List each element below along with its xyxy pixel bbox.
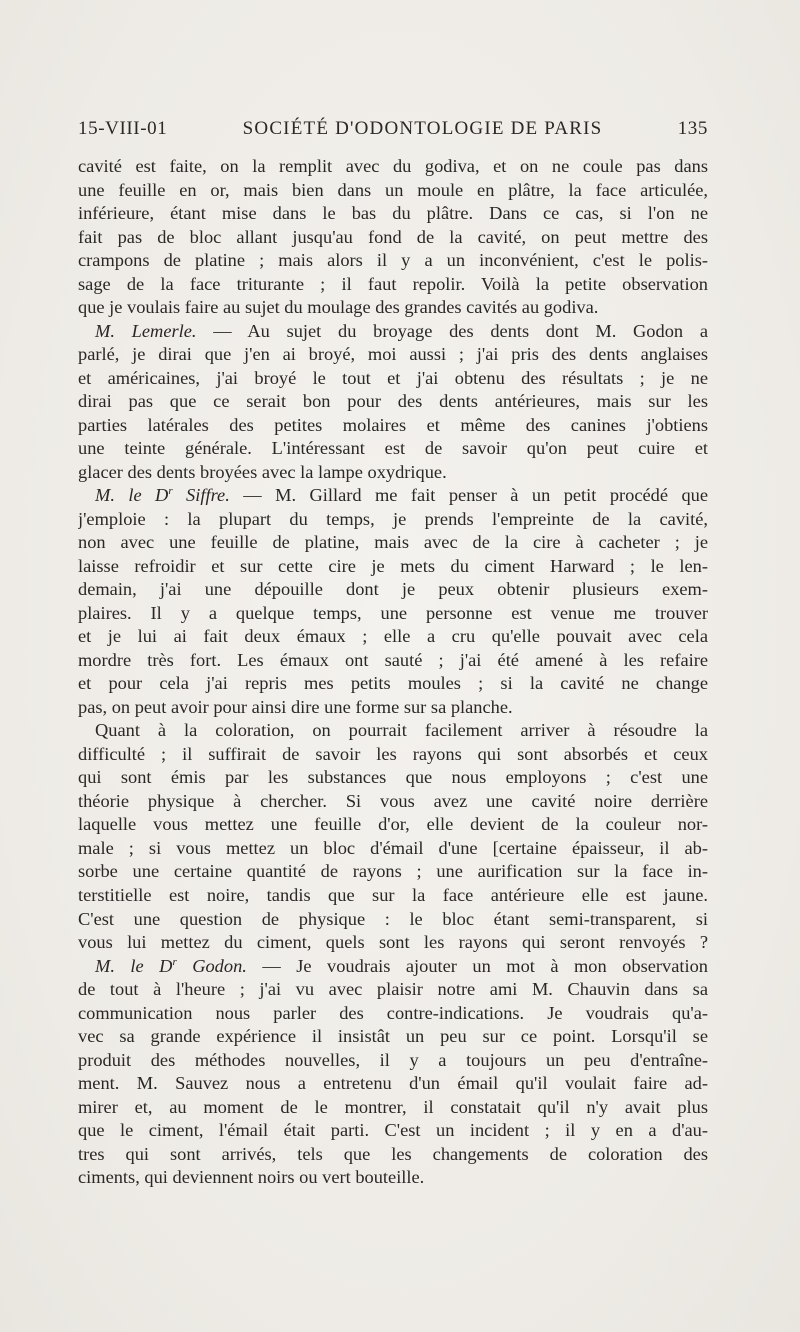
- line-text: de tout à l'heure ; j'ai vu avec plaisir notre ami M. Chauvin dans sa: [78, 979, 708, 1000]
- text-line: [78, 343, 708, 367]
- text-line: [78, 179, 708, 203]
- text-line: [78, 390, 708, 414]
- speaker-name: [95, 321, 197, 341]
- line-text: que je voulais faire au sujet du moulage des grandes cavités au godiva.: [78, 297, 599, 318]
- speaker-surname: Godon.: [176, 955, 247, 976]
- title-superscript: r: [168, 485, 173, 498]
- line-text: C'est une question de physique : le bloc étant semi-transparent, si: [78, 908, 708, 929]
- text-line: [78, 743, 708, 767]
- line-text: vec sa grande expérience il insistât un peu sur ce point. Lorsqu'il se: [78, 1026, 708, 1047]
- page-number: 135: [677, 118, 708, 139]
- line-text: difficulté ; il suffirait de savoir les rayons qui sont absorbés et ceux: [78, 743, 708, 764]
- line-text: produit des méthodes nouvelles, il y a toujours un peu d'entraîne-: [78, 1049, 708, 1070]
- text-line: [78, 1143, 708, 1167]
- line-text: et pour cela j'ai repris mes petits moules ; si la cavité ne change: [78, 673, 708, 694]
- text-line: [78, 202, 708, 226]
- line-text: parties latérales des petites molaires et même des canines j'obtiens: [78, 414, 708, 435]
- text-line: [78, 437, 708, 461]
- line-text: j'emploie : la plupart du temps, je prends l'empreinte de la cavité,: [78, 508, 708, 529]
- line-text: terstitielle est noire, tandis que sur la face antérieure elle est jaune.: [78, 884, 708, 905]
- text-line: [78, 672, 708, 696]
- text-line: [78, 367, 708, 391]
- line-text: mirer et, au moment de le montrer, il constatait qu'il n'y avait plus: [78, 1096, 708, 1117]
- line-text: fait pas de bloc allant jusqu'au fond de la cavité, on peut mettre des: [78, 226, 708, 247]
- line-text: que le ciment, l'émail était parti. C'est un incident ; il y en a d'au-: [78, 1120, 708, 1141]
- text-line: [78, 1096, 708, 1120]
- line-text: glacer des dents broyées avec la lampe oxydrique.: [78, 461, 447, 482]
- text-line: [78, 955, 708, 979]
- text-line: [78, 414, 708, 438]
- line-text: inférieure, étant mise dans le bas du plâtre. Dans ce cas, si l'on ne: [78, 203, 708, 224]
- line-text: cavité est faite, on la remplit avec du godiva, et on ne coule pas dans: [78, 156, 708, 176]
- line-text: male ; si vous mettez un bloc d'émail d'une [certaine épaisseur, il ab-: [78, 837, 708, 858]
- text-line: [78, 696, 708, 720]
- line-text: vous lui mettez du ciment, quels sont les rayons qui seront renvoyés ?: [78, 932, 708, 953]
- line-text: — Je voudrais ajouter un mot à mon observation: [246, 955, 708, 976]
- text-line: [78, 908, 708, 932]
- text-line: [78, 766, 708, 790]
- journal-title: SOCIÉTÉ D'ODONTOLOGIE DE PARIS: [242, 118, 603, 139]
- text-line: [78, 555, 708, 579]
- line-text: théorie physique à chercher. Si vous avez une cavité noire derrière: [78, 790, 708, 811]
- running-head: [78, 118, 708, 146]
- line-text: — M. Gillard me fait penser à un petit procédé que: [229, 485, 708, 506]
- speaker-surname: Siffre.: [172, 485, 230, 506]
- line-text: et américaines, j'ai broyé le tout et j'ai obtenu des résultats ; je ne: [78, 367, 708, 388]
- text-line: [78, 884, 708, 908]
- text-line: [78, 1049, 708, 1073]
- speaker-prefix: M. le D: [95, 485, 169, 506]
- text-line: [78, 790, 708, 814]
- line-text: — Au sujet du broyage des dents dont M. Godon a: [196, 320, 708, 341]
- line-text: mordre très fort. Les émaux ont sauté ; j'ai été amené à les refaire: [78, 649, 708, 670]
- text-line: [78, 508, 708, 532]
- line-text: tres qui sont arrivés, tels que les changements de coloration des: [78, 1143, 708, 1164]
- text-line: [78, 1166, 708, 1190]
- line-text: laquelle vous mettez une feuille d'or, elle devient de la couleur nor-: [78, 814, 708, 835]
- text-line: [78, 273, 708, 297]
- line-text: pas, on peut avoir pour ainsi dire une forme sur sa planche.: [78, 696, 513, 717]
- speaker-name: [95, 956, 247, 976]
- text-line: [78, 978, 708, 1002]
- text-line: [78, 649, 708, 673]
- text-line: [78, 813, 708, 837]
- text-line: [78, 484, 708, 508]
- line-text: ment. M. Sauvez nous a entretenu d'un émail qu'il voulait faire ad-: [78, 1073, 708, 1094]
- line-text: dirai pas que ce serait bon pour des dents antérieures, mais sur les: [78, 391, 708, 412]
- text-line: [78, 1119, 708, 1143]
- line-text: une teinte générale. L'intéressant est de savoir qu'on peut cuire et: [78, 438, 708, 459]
- text-line: [78, 1002, 708, 1026]
- text-line: [78, 1025, 708, 1049]
- text-line: [78, 1072, 708, 1096]
- speaker-prefix: M. Lemerle.: [95, 320, 197, 341]
- line-text: et je lui ai fait deux émaux ; elle a cru qu'elle pouvait avec cela: [78, 626, 708, 647]
- title-superscript: r: [172, 955, 177, 968]
- text-line: [78, 155, 708, 179]
- text-line: [78, 461, 708, 485]
- text-line: [78, 320, 708, 344]
- text-line: [78, 602, 708, 626]
- line-text: une feuille en or, mais bien dans un moule en plâtre, la face articulée,: [78, 179, 708, 200]
- text-line: [78, 578, 708, 602]
- line-text: communication nous parler des contre-indications. Je voudrais qu'a-: [78, 1002, 708, 1023]
- line-text: Quant à la coloration, on pourrait facilement arriver à résoudre la: [95, 720, 708, 741]
- line-text: crampons de platine ; mais alors il y a un inconvénient, c'est le polis-: [78, 250, 708, 271]
- line-text: sage de la face triturante ; il faut repolir. Voilà la petite observation: [78, 273, 708, 294]
- text-line: [78, 719, 708, 743]
- text-line: [78, 296, 708, 320]
- line-text: plaires. Il y a quelque temps, une personne est venue me trouver: [78, 602, 708, 623]
- line-text: parlé, je dirai que j'en ai broyé, moi aussi ; j'ai pris des dents anglaises: [78, 344, 708, 365]
- speaker-name: [95, 485, 230, 505]
- text-line: [78, 249, 708, 273]
- text-line: [78, 837, 708, 861]
- speaker-prefix: M. le D: [95, 955, 173, 976]
- body-text: [78, 155, 708, 1190]
- text-line: [78, 531, 708, 555]
- text-line: [78, 226, 708, 250]
- line-text: non avec une feuille de platine, mais avec de la cire à cacheter ; je: [78, 532, 708, 553]
- text-line: [78, 931, 708, 955]
- text-line: [78, 625, 708, 649]
- text-line: [78, 860, 708, 884]
- line-text: laisse refroidir et sur cette cire je mets du ciment Harward ; le len-: [78, 555, 708, 576]
- line-text: sorbe une certaine quantité de rayons ; une aurification sur la face in-: [78, 861, 708, 882]
- line-text: qui sont émis par les substances que nous employons ; c'est une: [78, 767, 708, 788]
- line-text: demain, j'ai une dépouille dont je peux obtenir plusieurs exem-: [78, 579, 708, 600]
- line-text: ciments, qui deviennent noirs ou vert bouteille.: [78, 1167, 425, 1188]
- issue-date: 15-VIII-01: [78, 118, 168, 139]
